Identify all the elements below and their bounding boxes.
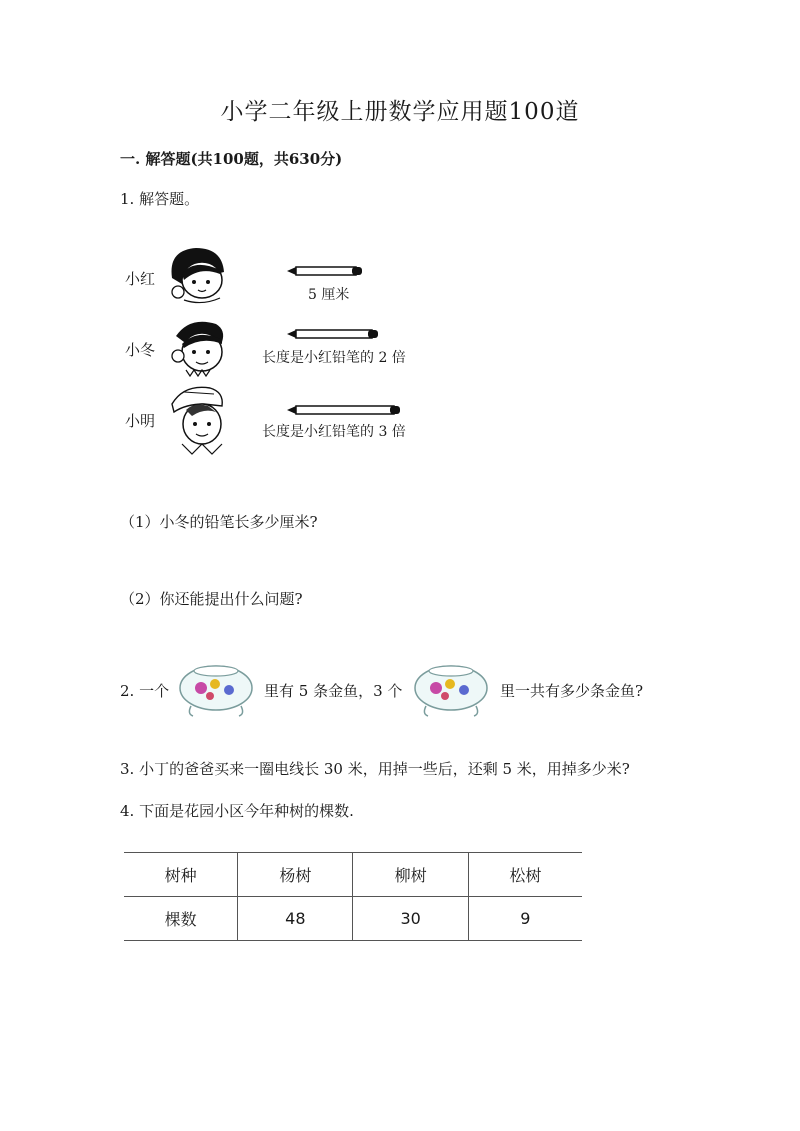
table-row [124, 853, 582, 897]
table-header-cell: 松树 [468, 853, 582, 897]
pencil-caption-1: 5 厘米 [308, 287, 350, 303]
girl-portrait-icon [164, 244, 230, 304]
kid-name-xiaoming: 小明 [125, 412, 156, 430]
pencil-icon-3 [286, 403, 406, 417]
fishbowl-icon [412, 662, 490, 720]
section-heading: 一. 解答题(共100题，共630分) [120, 150, 343, 168]
table-header-cell: 柳树 [353, 853, 468, 897]
tree-count-table [124, 852, 582, 941]
question-2-part-1: 2. 一个 [120, 682, 170, 700]
table-cell: 棵数 [124, 897, 238, 941]
boy-with-cap-portrait-icon [164, 382, 230, 458]
table-header-cell: 杨树 [238, 853, 353, 897]
kid-name-xiaodong: 小冬 [125, 341, 156, 359]
table-cell: 30 [353, 897, 468, 941]
question-4: 4. 下面是花园小区今年种树的棵数. [120, 802, 354, 820]
page-title: 小学二年级上册数学应用题100道 [220, 99, 580, 125]
table-cell: 48 [238, 897, 353, 941]
pencil-caption-3: 长度是小红铅笔的 3 倍 [262, 424, 406, 440]
question-3: 3. 小丁的爸爸买来一圈电线长 30 米，用掉一些后，还剩 5 米，用掉多少米? [120, 760, 630, 778]
pencil-icon-1 [286, 264, 366, 278]
boy-portrait-icon [164, 316, 230, 378]
question-1-label: 1. 解答题。 [120, 190, 200, 208]
pencil-caption-2: 长度是小红铅笔的 2 倍 [262, 350, 406, 366]
question-2-part-3: 里一共有多少条金鱼? [500, 682, 644, 700]
question-1-sub-1: （1）小冬的铅笔长多少厘米? [120, 513, 318, 531]
pencil-icon-2 [286, 327, 382, 341]
table-row [124, 897, 582, 941]
question-2-part-2: 里有 5 条金鱼，3 个 [264, 682, 403, 700]
question-1-sub-2: （2）你还能提出什么问题? [120, 590, 303, 608]
kid-name-xiaohong: 小红 [125, 270, 156, 288]
table-cell: 9 [468, 897, 582, 941]
fishbowl-icon [177, 662, 255, 720]
table-header-cell: 树种 [124, 853, 238, 897]
